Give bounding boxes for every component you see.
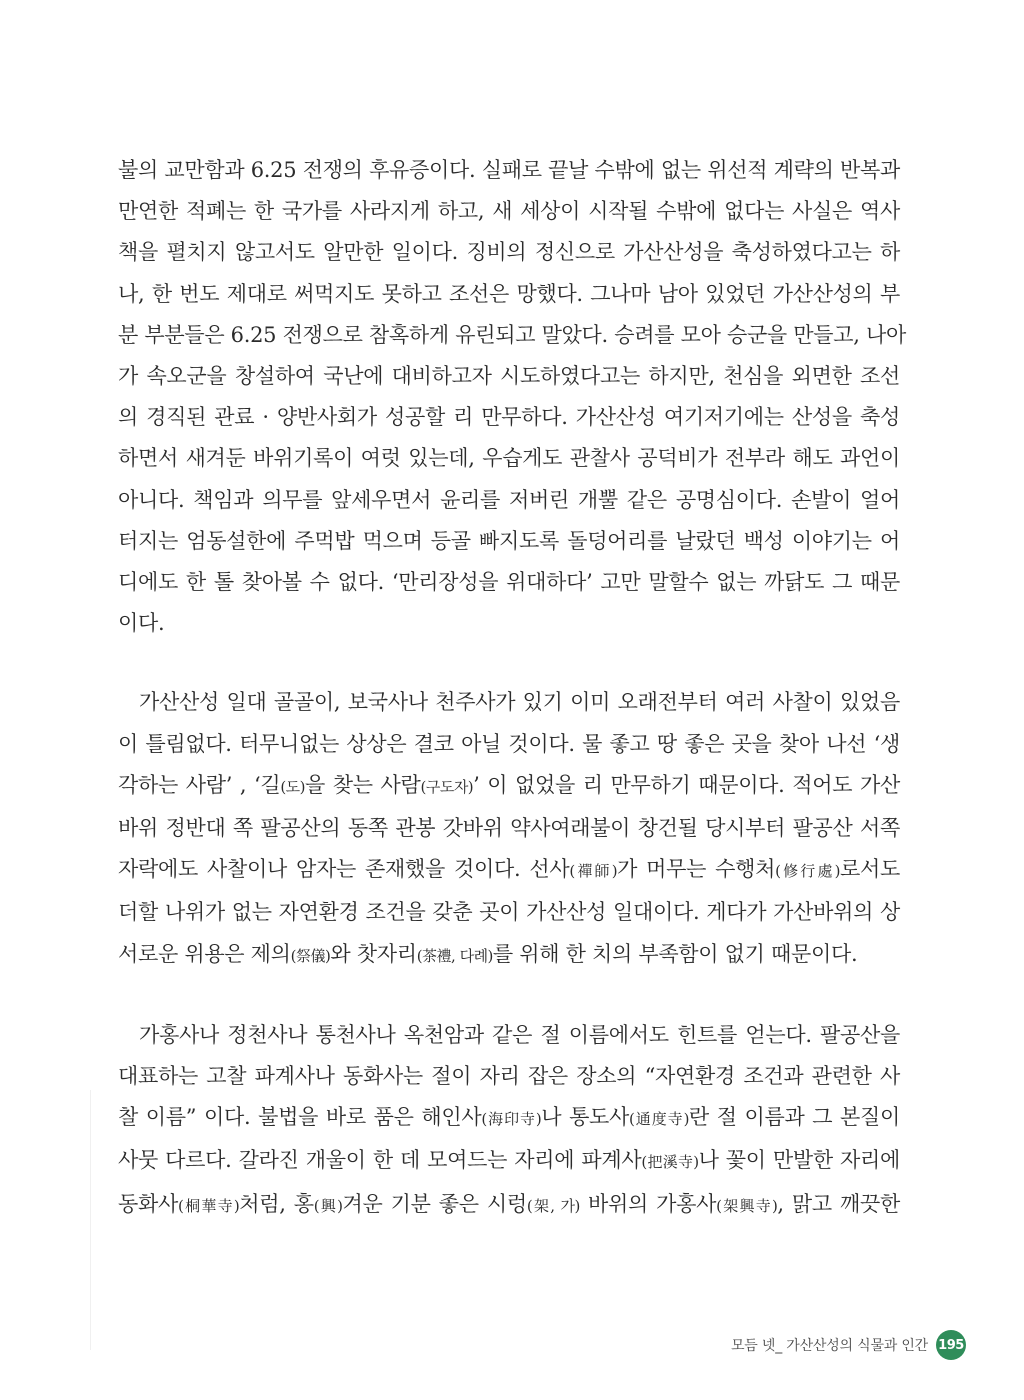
text-line: 하면서 새겨둔 바위기록이 여럿 있는데, 우습게도 관찰사 공덕비가 전부라 해도 과언이 <box>118 446 900 471</box>
text-line: 바위 정반대 쪽 팔공산의 동쪽 관봉 갓바위 약사여래불이 창건될 당시부터 팔공산 서쪽 <box>118 816 900 841</box>
text-run: ’ 이 없었을 리 만무하기 때문이다. 적어도 가산 <box>473 772 900 797</box>
text-line: 아니다. 책임과 의무를 앞세우면서 윤리를 저버린 개뿔 같은 공명심이다. 손발이 얼어 <box>118 487 900 512</box>
text-line <box>118 934 900 977</box>
annotation: (海印寺) <box>481 1110 542 1129</box>
text-line <box>118 1140 900 1183</box>
annotation: (把溪寺) <box>641 1153 699 1172</box>
text-line: 가산산성 일대 골골이, 보국사나 천주사가 있기 이미 오래전부터 여러 사찰이 있었음 <box>139 690 900 715</box>
text-line: 대표하는 고찰 파계사나 동화사는 절이 자리 잡은 장소의 “자연환경 조건과 관련한 사 <box>118 1064 900 1089</box>
text-run: 란 절 이름과 그 본질이 <box>688 1105 900 1130</box>
text-run: 사뭇 다르다. 갈라진 개울이 한 데 모여드는 자리에 파계사 <box>118 1148 642 1173</box>
annotation: (架, 가) <box>526 1196 580 1215</box>
annotation: (修行處) <box>775 862 841 881</box>
annotation: (桐華寺) <box>177 1196 240 1215</box>
annotation: (興) <box>313 1196 343 1215</box>
text-run: 각하는 사람’ , ‘길 <box>118 772 281 797</box>
page-number-badge: 195 <box>936 1330 966 1360</box>
text-run: 동화사 <box>118 1191 178 1216</box>
text-line: 불의 교만함과 6.25 전쟁의 후유증이다. 실패로 끝날 수밖에 없는 위선적 계략의 반복과 <box>118 158 900 182</box>
body-text <box>118 150 906 1265</box>
text-run: 서로운 위용은 제의 <box>118 941 291 966</box>
text-run: , 맑고 깨끗한 <box>777 1191 900 1216</box>
page-footer <box>731 1330 966 1360</box>
annotation: (禪師) <box>569 862 618 881</box>
text-line: 더할 나위가 없는 자연환경 조건을 갖춘 곳이 가산산성 일대이다. 게다가 가산바위의 상 <box>118 900 900 925</box>
text-line <box>118 849 900 892</box>
annotation: (祭儀) <box>290 946 331 965</box>
paragraph-1 <box>118 150 906 644</box>
paragraph-2 <box>118 682 900 976</box>
running-footer-title: 모듬 넷_ 가산산성의 식물과 인간 <box>730 1338 928 1354</box>
text-line: 만연한 적폐는 한 국가를 사라지게 하고, 새 세상이 시작될 수밖에 없다는 사실은 역사 <box>118 199 900 224</box>
paragraph-3 <box>118 1015 900 1227</box>
text-line <box>118 765 900 808</box>
text-run: 겨운 기분 좋은 시렁 <box>342 1191 527 1216</box>
text-line <box>118 1184 900 1227</box>
text-run: 를 위해 한 치의 부족함이 없기 때문이다. <box>492 941 858 966</box>
text-run: 자락에도 사찰이나 암자는 존재했을 것이다. 선사 <box>118 857 570 882</box>
annotation: (도) <box>280 777 306 796</box>
text-line: 분 부분들은 6.25 전쟁으로 참혹하게 유린되고 말았다. 승려를 모아 승군을 만들고, 나아 <box>118 322 906 347</box>
text-run: 나 통도사 <box>541 1105 630 1130</box>
text-run: 바위의 가홍사 <box>579 1191 717 1216</box>
text-run: 와 찻자리 <box>330 941 417 966</box>
text-run: 을 찾는 사람 <box>305 772 421 797</box>
text-run: 찰 이름” 이다. 불법을 바로 품은 해인사 <box>118 1105 482 1130</box>
text-run: 처럼, 홍 <box>239 1191 314 1216</box>
text-line: 가 속오군을 창설하여 국난에 대비하고자 시도하였다고는 하지만, 천심을 외면한 조선 <box>118 364 900 389</box>
text-line <box>118 1097 900 1140</box>
text-run: 가 머무는 수행처 <box>617 857 776 882</box>
annotation: (구도자) <box>420 777 474 796</box>
page-fold-shadow <box>90 1090 91 1350</box>
text-line: 이 틀림없다. 터무니없는 상상은 결코 아닐 것이다. 물 좋고 땅 좋은 곳을 찾아 나선 ‘생 <box>118 731 900 756</box>
text-line: 나, 한 번도 제대로 써먹지도 못하고 조선은 망했다. 그나마 남아 있었던 가산산성의 부 <box>118 281 900 306</box>
text-run: 로서도 <box>840 857 900 882</box>
text-run: 나 꽃이 만발한 자리에 <box>698 1148 900 1173</box>
annotation: (茶禮, 다례) <box>416 946 493 965</box>
text-line: 이다. <box>118 611 165 636</box>
annotation: (通度寺) <box>629 1110 689 1129</box>
text-line: 의 경직된 관료 · 양반사회가 성공할 리 만무하다. 가산산성 여기저기에는 산성을 축성 <box>118 405 900 430</box>
annotation: (架興寺) <box>716 1196 778 1215</box>
text-line: 가홍사나 정천사나 통천사나 옥천암과 같은 절 이름에서도 힌트를 얻는다. 팔공산을 <box>139 1022 900 1047</box>
text-line: 디에도 한 톨 찾아볼 수 없다. ‘만리장성을 위대하다’ 고만 말할수 없는 까닭도 그 때문 <box>118 570 900 595</box>
text-line: 터지는 엄동설한에 주먹밥 먹으며 등골 빠지도록 돌덩어리를 날랐던 백성 이야기는 어 <box>118 528 900 553</box>
text-line: 책을 펼치지 않고서도 알만한 일이다. 징비의 정신으로 가산산성을 축성하였다고는 하 <box>118 240 900 265</box>
